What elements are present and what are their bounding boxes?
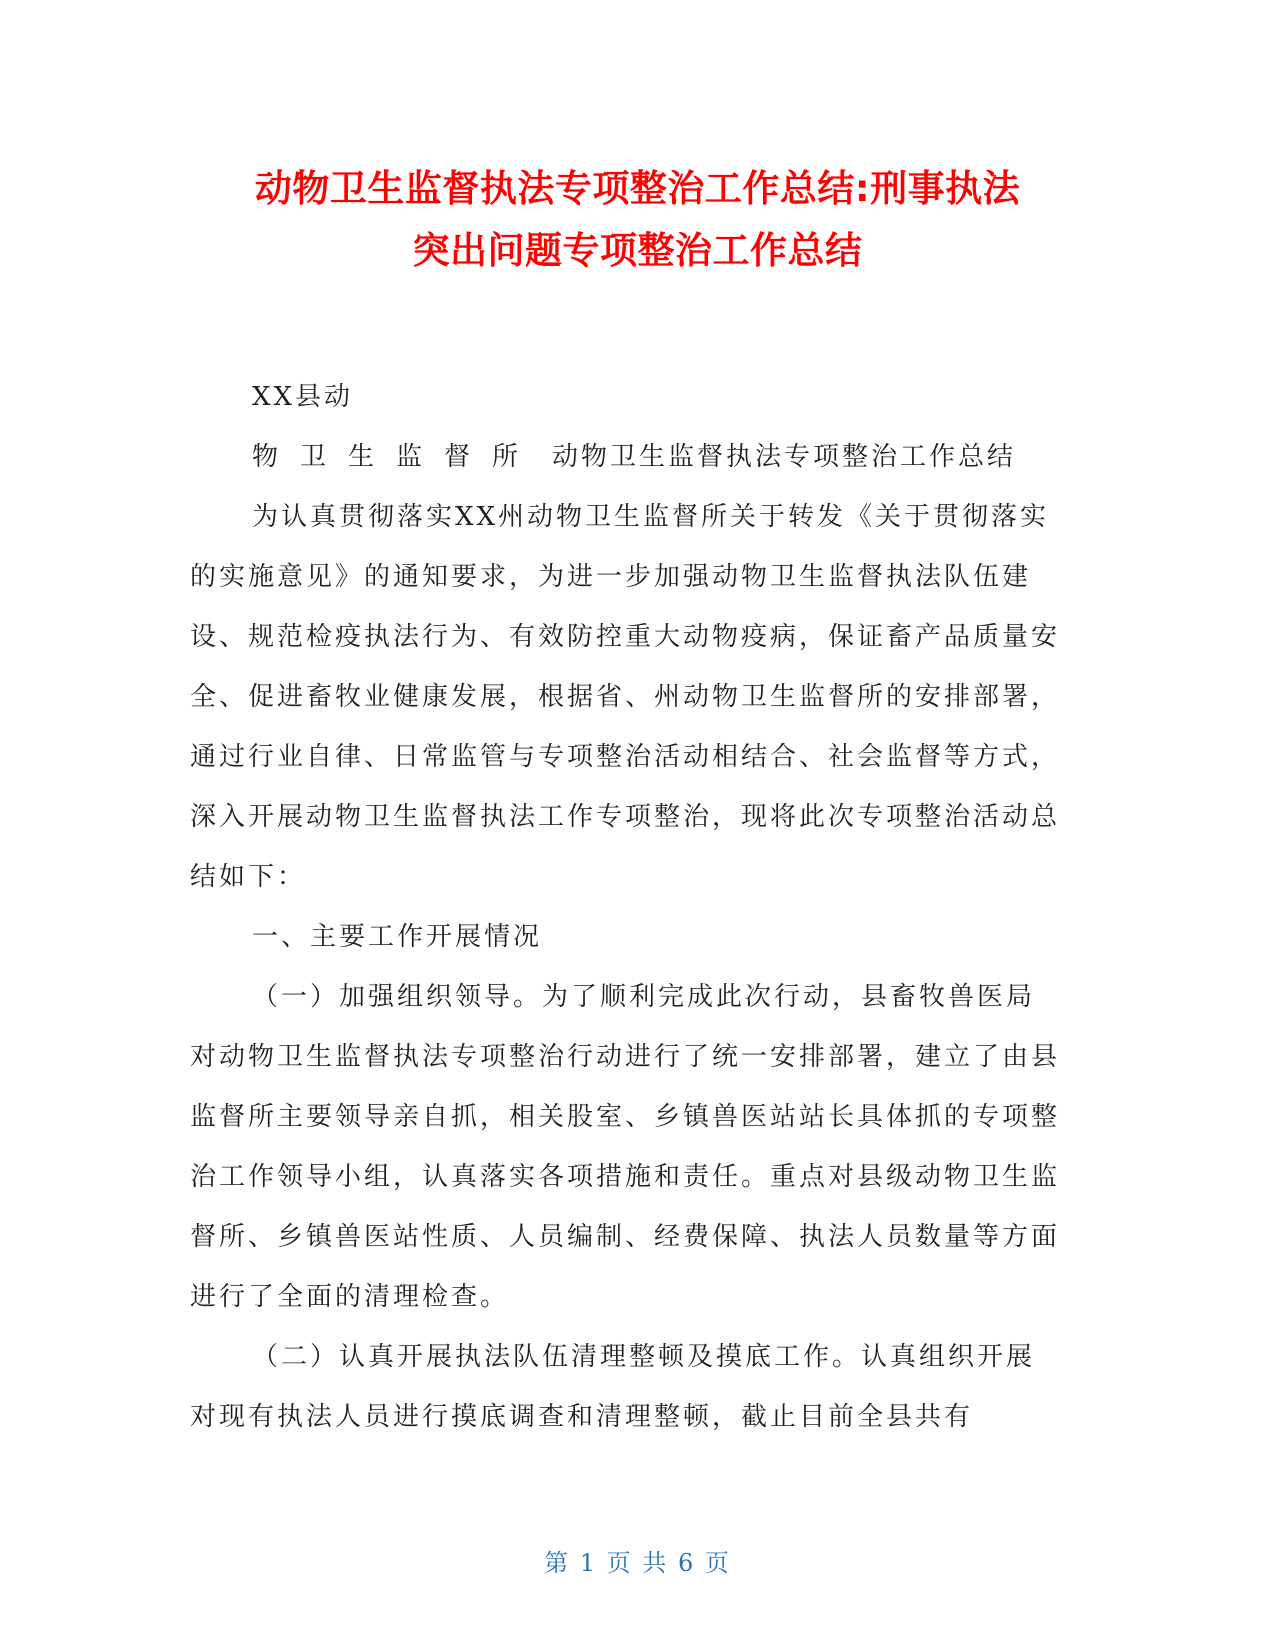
paragraph-2-heading: 动物卫生监督执法专项整治工作总结 bbox=[552, 442, 1017, 472]
title-line-1: 动物卫生监督执法专项整治工作总结:刑事执法 bbox=[254, 167, 1021, 210]
paragraph-3: 为认真贯彻落实XX州动物卫生监督所关于转发《关于贯彻落实的实施意见》的通知要求，为进一步加强动物卫生监督执法队伍建设、规范检疫执法行为、有效防控重大动物疫病，保证畜产品质量安全、促进畜牧业健康发展，根据省、州动物卫生监督所的安排部署，通过行业自律、日常监管与专项整治活动相结合、社会监督等方式，深入开展动物卫生监督执法工作专项整治，现将此次专项整治活动总结如下： bbox=[190, 502, 1061, 892]
document-body bbox=[190, 367, 1060, 1447]
paragraph-2-org: 物卫生监督所 bbox=[252, 442, 541, 472]
paragraph-5: （一）加强组织领导。为了顺利完成此次行动，县畜牧兽医局对动物卫生监督执法专项整治行动进行了统一安排部署，建立了由县监督所主要领导亲自抓，相关股室、乡镇兽医站站长具体抓的专项整治工作领导小组，认真落实各项措施和责任。重点对县级动物卫生监督所、乡镇兽医站性质、人员编制、经费保障、执法人员数量等方面进行了全面的清理检查。 bbox=[190, 982, 1061, 1312]
title-line-2: 突出问题专项整治工作总结 bbox=[412, 229, 863, 272]
paragraph-6: （二）认真开展执法队伍清理整顿及摸底工作。认真组织开展对现有执法人员进行摸底调查和清理整顿，截止目前全县共有 bbox=[190, 1342, 1036, 1432]
page-footer bbox=[0, 1543, 1275, 1578]
section-heading-1: 一、主要工作开展情况 bbox=[252, 922, 543, 952]
paragraph-2 bbox=[190, 427, 1060, 487]
paragraph-1: XX县动 bbox=[252, 382, 354, 412]
page-number: 第 1 页 共 6 页 bbox=[544, 1549, 731, 1577]
document-title bbox=[150, 158, 1125, 282]
